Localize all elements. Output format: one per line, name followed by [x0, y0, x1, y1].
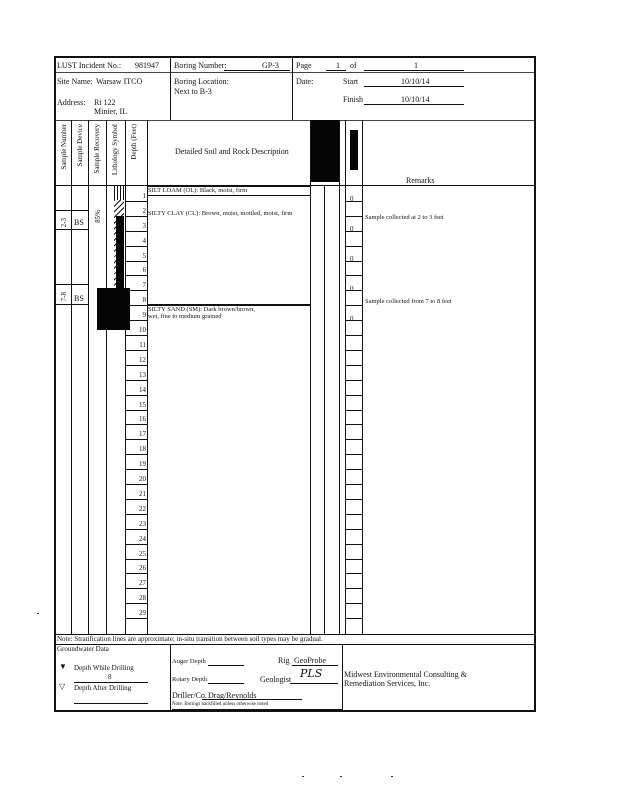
- boring-number-label: Boring Number:: [174, 61, 227, 70]
- depth-label: 9: [142, 311, 146, 320]
- col-sample-device: Sample Device: [76, 124, 84, 167]
- sample-2-number: 7-8: [60, 292, 68, 302]
- depth-label: 22: [139, 504, 146, 513]
- depth-tick: [345, 410, 362, 411]
- geologist-label: Geologist: [260, 675, 292, 684]
- depth-label: 13: [139, 370, 146, 379]
- incident-label: LUST Incident No.:: [57, 61, 122, 70]
- depth-tick: [125, 335, 147, 336]
- depth-tick: [125, 365, 147, 366]
- header-divider: [292, 58, 293, 120]
- depth-label: 7: [142, 281, 146, 290]
- depth-after-drilling-label: Depth After Drilling: [74, 684, 132, 692]
- depth-tick: [125, 275, 147, 276]
- depth-tick: [345, 484, 362, 485]
- depth-label: 11: [139, 340, 146, 349]
- scan-speck: [340, 776, 342, 777]
- depth-while-drilling-value: 8: [108, 673, 112, 681]
- lithology-silt-loam: [114, 186, 124, 200]
- depth-tick: [345, 454, 362, 455]
- incident-number: 981947: [135, 61, 159, 70]
- depth-tick: [125, 484, 147, 485]
- open-triangle-icon: ▽: [59, 682, 66, 691]
- boring-location: Next to B-3: [174, 87, 212, 96]
- col-lithology-symbol: Lithology Symbol: [111, 124, 119, 176]
- depth-label: 20: [139, 475, 146, 483]
- depth-tick: [345, 275, 362, 276]
- depth-tick: [125, 559, 147, 560]
- depth-tick: [125, 350, 147, 351]
- depth-tick: [125, 231, 147, 232]
- depth-tick: [125, 588, 147, 589]
- sample-1-number: 2-3: [60, 218, 68, 228]
- col-description: Detailed Soil and Rock Description: [175, 147, 289, 156]
- depth-label: 6: [142, 266, 146, 275]
- depth-tick: [345, 305, 362, 306]
- lithology-silty-sand: [97, 288, 130, 330]
- pid-reading: 0: [350, 195, 354, 203]
- depth-tick: [125, 201, 147, 202]
- date-label: Date:: [296, 77, 314, 86]
- col-sample-number: Sample Number: [60, 124, 68, 170]
- depth-label: 10: [139, 326, 146, 334]
- address-label: Address:: [57, 98, 86, 107]
- page-label: Page: [296, 61, 312, 70]
- depth-tick: [345, 544, 362, 545]
- depth-tick: [125, 454, 147, 455]
- start-date: 10/10/14: [401, 77, 430, 86]
- filled-triangle-icon: ▼: [59, 662, 67, 671]
- address-line1: Rt 122: [94, 98, 116, 107]
- depth-tick: [345, 603, 362, 604]
- depth-tick: [345, 618, 362, 619]
- depth-label: 12: [139, 355, 146, 364]
- depth-label: 21: [139, 489, 146, 498]
- pid-reading: 0: [350, 315, 354, 323]
- pid-header-marker: [350, 130, 358, 170]
- depth-label: 16: [139, 415, 146, 424]
- depth-tick: [125, 469, 147, 470]
- address-line2: Minier, IL: [94, 107, 128, 116]
- pid-reading: 0: [350, 255, 354, 263]
- depth-label: 19: [139, 460, 146, 469]
- depth-tick: [125, 410, 147, 411]
- header-rule: [56, 72, 534, 73]
- depth-tick: [345, 216, 362, 217]
- col-depth: Depth (Feet): [130, 124, 138, 160]
- depth-tick: [125, 529, 147, 530]
- rig-value: GeoProbe: [294, 656, 326, 665]
- depth-tick: [345, 365, 362, 366]
- depth-tick: [345, 350, 362, 351]
- depth-tick: [125, 603, 147, 604]
- depth-tick: [345, 424, 362, 425]
- depth-tick: [125, 395, 147, 396]
- depth-tick: [125, 261, 147, 262]
- remark-2: Sample collected from 7 to 8 feet: [365, 298, 452, 305]
- depth-tick: [345, 529, 362, 530]
- lithology-core-recovery: [116, 216, 124, 290]
- stratum-1-description: SILT LOAM (OL): Black, moist, firm: [148, 187, 248, 194]
- depth-tick: [345, 588, 362, 589]
- depth-label: 24: [139, 534, 146, 543]
- scan-speck: [391, 776, 393, 777]
- depth-label: 29: [139, 609, 146, 618]
- site-name-label: Site Name:: [57, 77, 93, 86]
- depth-tick: [345, 559, 362, 560]
- company-line2: Remediation Services, Inc.: [344, 679, 431, 688]
- depth-tick: [345, 573, 362, 574]
- depth-label: 3: [142, 221, 146, 230]
- depth-label: 8: [142, 296, 146, 305]
- depth-label: 25: [139, 549, 146, 558]
- depth-label: 2: [142, 206, 146, 215]
- stratum-2-description: SILTY CLAY (CL): Brown, moist, mottled, moist, firm: [148, 210, 293, 217]
- finish-date: 10/10/14: [401, 95, 430, 104]
- groundwater-label: Groundwater Data: [57, 645, 109, 653]
- depth-label: 23: [139, 519, 146, 528]
- pid-header-block: [310, 120, 339, 182]
- depth-label: 17: [139, 430, 146, 439]
- depth-label: 5: [142, 251, 146, 260]
- col-sample-recovery: Sample Recovery: [93, 124, 101, 174]
- auger-depth-label: Auger Depth: [172, 658, 206, 665]
- remark-1: Sample collected at 2 to 3 feet: [365, 214, 444, 221]
- boring-number: GP-3: [262, 61, 279, 70]
- depth-label: 26: [139, 564, 146, 573]
- depth-tick: [125, 499, 147, 500]
- backfill-footnote: Note: Borings backfilled unless otherwise noted: [172, 702, 269, 707]
- site-name: Warsaw ITCO: [96, 77, 143, 86]
- depth-tick: [345, 499, 362, 500]
- depth-tick: [345, 335, 362, 336]
- sample-1-device: BS: [74, 218, 84, 227]
- page-number: 1: [336, 61, 340, 70]
- boring-log-form: [54, 56, 536, 712]
- depth-tick: [125, 544, 147, 545]
- rotary-depth-label: Rotary Depth: [172, 676, 208, 683]
- pid-reading: 0: [350, 225, 354, 233]
- finish-label: Finish: [343, 95, 364, 104]
- rig-label: Rig: [278, 656, 290, 665]
- col-remarks: Remarks: [406, 176, 435, 185]
- stratum-3-description: SILTY SAND (SM): Dark brown/brown, wet, fine to medium grained: [148, 306, 255, 320]
- depth-tick: [345, 395, 362, 396]
- scan-speck: [37, 613, 39, 614]
- depth-tick: [125, 246, 147, 247]
- sample-1-recovery: 85%: [94, 210, 102, 223]
- depth-tick: [125, 216, 147, 217]
- page-of-label: of: [350, 61, 357, 70]
- depth-tick: [125, 424, 147, 425]
- boring-location-label: Boring Location:: [174, 77, 229, 86]
- company-line1: Midwest Environmental Consulting &: [344, 670, 467, 679]
- depth-label: 15: [139, 400, 146, 409]
- driller-value: Drag/Reynolds: [208, 691, 257, 700]
- sample-2-device: BS: [74, 294, 84, 303]
- geologist-signature: PLS: [300, 667, 323, 680]
- header-divider: [170, 58, 171, 120]
- depth-tick: [345, 514, 362, 515]
- depth-tick: [125, 439, 147, 440]
- depth-tick: [345, 439, 362, 440]
- depth-tick: [345, 380, 362, 381]
- start-label: Start: [343, 77, 359, 86]
- depth-label: 18: [139, 445, 146, 454]
- page-total: 1: [414, 61, 418, 70]
- depth-tick: [345, 469, 362, 470]
- depth-label: 1: [142, 191, 146, 200]
- stratification-note: Note: Stratification lines are approximate; in-situ transition between soil types may be gradual.: [57, 635, 323, 643]
- scan-speck: [302, 776, 304, 777]
- depth-label: 4: [142, 236, 146, 245]
- depth-tick: [125, 573, 147, 574]
- depth-label: 28: [139, 594, 146, 603]
- depth-label: 14: [139, 385, 146, 394]
- depth-while-drilling-label: Depth While Drilling: [74, 664, 134, 672]
- depth-tick: [125, 514, 147, 515]
- pid-reading: 0: [350, 285, 354, 293]
- depth-tick: [345, 246, 362, 247]
- depth-label: 27: [139, 579, 146, 588]
- header-bottom-rule: [56, 120, 534, 121]
- depth-tick: [125, 618, 147, 619]
- driller-label: Driller/Co.: [172, 691, 207, 700]
- depth-tick: [125, 380, 147, 381]
